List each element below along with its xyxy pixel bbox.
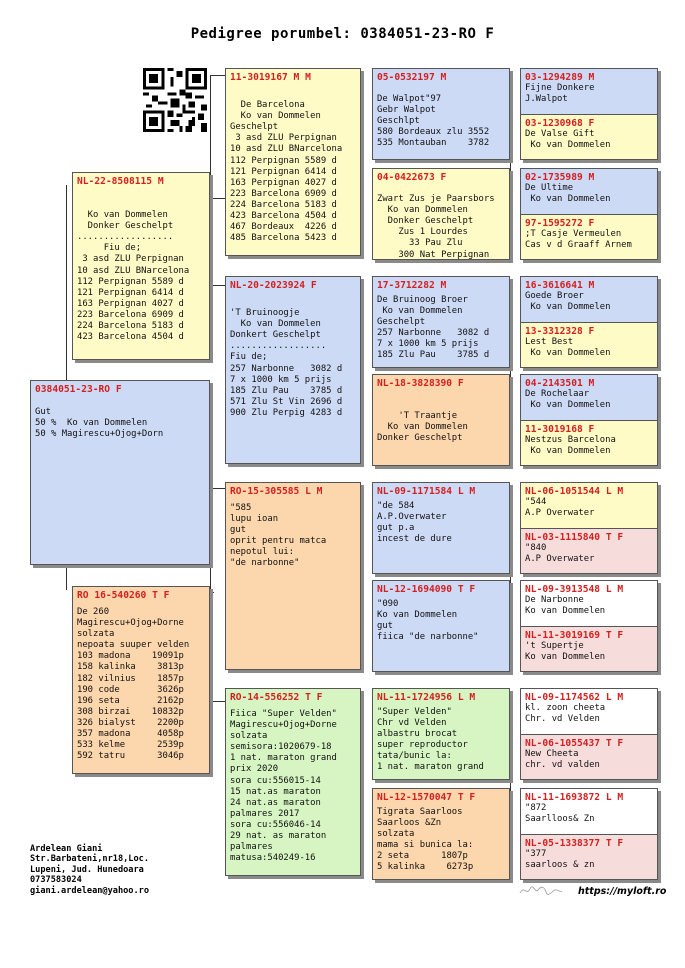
connector xyxy=(210,488,212,701)
pigeon-description: 'T Bruinoogje Ko van Dommelen Donkert Geschelpt .................. Fiu de; 257 Narbonne 3082 d 7 x 1000 km 5 prijs 185 Zlu Pau 3785 d 571 Zlu St Vin 2696 d 900 Zlu Perpig 4283 d xyxy=(230,308,343,418)
pigeon-description: "585 lupu ioan gut oprit pentru matca nepotul lui: "de narbonne" xyxy=(230,503,327,569)
pigeon-description: De Bruinoog Broer Ko van Dommelen Geschelpt 257 Narbonne 3082 d 7 x 1000 km 5 prijs 185 Zlu Pau 3785 d xyxy=(377,295,490,361)
pigeon-card-ssd[interactable] xyxy=(372,168,510,260)
connector xyxy=(510,75,512,181)
pigeon-card-ddss[interactable] xyxy=(521,689,657,734)
pigeon-description: De 260 Magirescu+Ojog+Dorne solzata nepoata suuper velden 103 madona 19091p 158 kalinka 3813p 182 vilnius 1857p 190 code 3626p 196 seta 2162p 308 birzai 10832p 326 bialyst 2200p 357 madona 4058p 533 kelme 2539p 592 tatru 3046p xyxy=(77,607,190,762)
connector xyxy=(510,488,512,588)
pigeon-card-dsds[interactable] xyxy=(521,581,657,626)
ring-number: NL-11-1724956 L M xyxy=(377,692,476,703)
pigeon-description: De Ultime Ko van Dommelen xyxy=(525,183,611,205)
ring-number: RO 16-540260 T F xyxy=(77,590,170,601)
pigeon-description: "090 Ko van Dommelen gut fiica "de narbonne" xyxy=(377,599,479,643)
owner-info xyxy=(30,844,149,896)
pigeon-card-sddd[interactable] xyxy=(521,420,657,466)
ring-number: 97-1595272 F xyxy=(525,218,595,229)
pigeon-pair-card-4[interactable] xyxy=(520,374,658,466)
pigeon-card-ddds[interactable] xyxy=(521,789,657,834)
pigeon-pair-card-8[interactable] xyxy=(520,788,658,880)
connector xyxy=(510,283,512,385)
ring-number: 05-0532197 M xyxy=(377,72,447,83)
ring-number: NL-09-3913548 L M xyxy=(525,584,624,595)
pigeon-card-ssdd[interactable] xyxy=(521,214,657,260)
pigeon-card-ddsd[interactable] xyxy=(521,734,657,780)
pigeon-card-ssss[interactable] xyxy=(521,69,657,114)
ring-number: 0384051-23-RO F xyxy=(35,384,122,395)
pigeon-pair-card-6[interactable] xyxy=(520,580,658,672)
pigeon-description: Lest Best Ko van Dommelen xyxy=(525,337,611,359)
pigeon-description: Fijne Donkere J.Walpot xyxy=(525,83,595,105)
ring-number: NL-18-3828390 F xyxy=(377,378,464,389)
pigeon-description: De Barcelona Ko van Dommelen Geschelpt 3 asd ZLU Perpignan 10 asd ZLU BNarcelona 112 Perpignan 5589 d 121 Perpignan 6414 d 163 Perpignan 4027 d 223 Barcelona 6909 d 224 Barcelona 5183 d 423 Barcelona 4504 d 467 Bordeaux 4226 d 485 Barcelona 5423 d xyxy=(230,100,343,244)
ring-number: NL-09-1174562 L M xyxy=(525,692,624,703)
ring-number: 03-1230968 F xyxy=(525,118,595,129)
pigeon-card-dam-sire[interactable] xyxy=(225,482,361,670)
pigeon-card-dss[interactable] xyxy=(372,482,510,574)
connector xyxy=(210,75,212,198)
pigeon-pair-card-7[interactable] xyxy=(520,688,658,780)
pigeon-card-dam[interactable] xyxy=(72,586,210,774)
pigeon-card-ddd[interactable] xyxy=(372,788,510,880)
pigeon-pair-card-3[interactable] xyxy=(520,276,658,368)
ring-number: NL-22-8508115 M xyxy=(77,176,164,187)
pigeon-description: "de 584 A.P.Overwater gut p.a incest de dure xyxy=(377,501,452,545)
pigeon-card-dsss[interactable] xyxy=(521,483,657,528)
ring-number: NL-11-3019169 T F xyxy=(525,630,624,641)
pigeon-description: "544 A.P Overwater xyxy=(525,497,595,519)
connector xyxy=(66,185,68,380)
pigeon-pair-card-2[interactable] xyxy=(520,168,658,260)
ring-number: 03-1294289 M xyxy=(525,72,595,83)
owner-email[interactable]: giani.ardelean@yahoo.ro xyxy=(30,885,149,896)
pigeon-card-dds[interactable] xyxy=(372,688,510,780)
pigeon-card-sss[interactable] xyxy=(372,68,510,160)
pigeon-description: "840 A.P Overwater xyxy=(525,543,595,565)
pigeon-card-dsdd[interactable] xyxy=(521,626,657,672)
pigeon-pair-card-5[interactable] xyxy=(520,482,658,574)
pigeon-card-sire-dam[interactable] xyxy=(225,276,361,464)
pigeon-card-dssd[interactable] xyxy=(521,528,657,574)
pigeon-card-sire[interactable] xyxy=(72,172,210,360)
connector xyxy=(210,198,212,285)
pigeon-description: Nestzus Barcelona Ko van Dommelen xyxy=(525,435,616,457)
pigeon-description: Goede Broer Ko van Dommelen xyxy=(525,291,611,313)
pigeon-description: 't Supertje Ko van Dommelen xyxy=(525,641,606,663)
pigeon-card-sdss[interactable] xyxy=(521,277,657,322)
owner-name: Ardelean Giani xyxy=(30,844,103,854)
ring-number: 11-3019167 M M xyxy=(230,72,311,83)
connector xyxy=(510,693,512,796)
ring-number: 16-3616641 M xyxy=(525,280,595,291)
pigeon-card-main[interactable] xyxy=(30,380,210,565)
pigeon-description: De Narbonne Ko van Dommelen xyxy=(525,595,606,617)
pigeon-card-sdsd[interactable] xyxy=(521,322,657,368)
pigeon-card-sdd[interactable] xyxy=(372,374,510,466)
pigeon-description: 'T Traantje Ko van Dommelen Donker Geschelpt xyxy=(377,411,468,444)
owner-address-line2: Lupeni, Jud. Hunedoara xyxy=(30,864,144,875)
page-title: Pedigree porumbel: 0384051-23-RO F xyxy=(190,26,495,42)
pigeon-description: kl. zoon cheeta Chr. vd Velden xyxy=(525,703,606,725)
ring-number: 02-1735989 M xyxy=(525,172,595,183)
pigeon-pair-card-1[interactable] xyxy=(520,68,658,160)
ring-number: RO-14-556252 T F xyxy=(230,692,323,703)
pigeon-card-sdds[interactable] xyxy=(521,375,657,420)
connector xyxy=(210,592,214,593)
ring-number: NL-05-1338377 T F xyxy=(525,838,624,849)
ring-number: 17-3712282 M xyxy=(377,280,447,291)
ring-number: 04-2143501 M xyxy=(525,378,595,389)
connector xyxy=(66,565,68,590)
pigeon-description: "872 Saarlloos& Zn xyxy=(525,803,595,825)
pigeon-card-sds[interactable] xyxy=(372,276,510,368)
ring-number: NL-03-1115840 T F xyxy=(525,532,624,543)
ring-number: NL-20-2023924 F xyxy=(230,280,317,291)
pigeon-description: Fiica "Super Velden" Magirescu+Ojog+Dorne solzata semisora:1020679-18 1 nat. maraton grand prix 2020 sora cu:556015-14 15 nat.as maraton 24 nat.as maraton palmares 2017 sora cu:556046-14 29 nat. as maraton palmares matusa:540249-16 xyxy=(230,709,337,864)
ring-number: 13-3312328 F xyxy=(525,326,595,337)
ring-number: 04-0422673 F xyxy=(377,172,447,183)
pigeon-description: New Cheeta chr. vd valden xyxy=(525,749,600,771)
pigeon-card-dddd[interactable] xyxy=(521,834,657,880)
pigeon-card-dam-dam[interactable] xyxy=(225,688,361,876)
pigeon-card-sssd[interactable] xyxy=(521,114,657,160)
ring-number: NL-06-1051544 L M xyxy=(525,486,624,497)
pigeon-card-sire-sire[interactable] xyxy=(225,68,361,256)
pigeon-description: ;T Casje Vermeulen Cas v d Graaff Arnem xyxy=(525,229,632,251)
pigeon-description: Tigrata Saarloos Saarloos &Zn solzata mama si bunica la: 2 seta 1807p 5 kalinka 6273p xyxy=(377,807,474,873)
pigeon-description: "Super Velden" Chr vd Velden albastru brocat super reproductor tata/bunic la: 1 nat. maraton grand xyxy=(377,707,484,773)
pigeon-description: Gut 50 % Ko van Dommelen 50 % Magirescu+Ojog+Dorn xyxy=(35,407,164,440)
pigeon-card-dsd[interactable] xyxy=(372,580,510,672)
ring-number: NL-12-1694090 T F xyxy=(377,584,476,595)
ring-number: NL-11-1693872 L M xyxy=(525,792,624,803)
owner-phone: 0737583024 xyxy=(30,875,82,886)
connector xyxy=(210,198,225,429)
ring-number: NL-09-1171584 L M xyxy=(377,486,476,497)
website-link[interactable]: https://myloft.ro xyxy=(578,886,667,897)
ring-number: 11-3019168 F xyxy=(525,424,595,435)
pigeon-description: De Valse Gift Ko van Dommelen xyxy=(525,129,611,151)
qr-code-icon xyxy=(143,68,207,132)
pigeon-description: De Walpot"97 Gebr Walpot Geschlpt 580 Bordeaux zlu 3552 535 Montauban 3782 xyxy=(377,94,490,149)
pigeon-description: De Rochelaar Ko van Dommelen xyxy=(525,389,611,411)
ring-number: RO-15-305585 L M xyxy=(230,486,323,497)
signature-icon xyxy=(518,882,564,898)
pigeon-description: Zwart Zus je Paarsbors Ko van Dommelen Donker Geschelpt Zus 1 Lourdes 33 Pau Zlu 300 Nat Perpignan xyxy=(377,194,495,260)
pigeon-card-ssds[interactable] xyxy=(521,169,657,214)
ring-number: NL-12-1570047 T F xyxy=(377,792,476,803)
pigeon-description: Ko van Dommelen Donker Geschelpt .................. Fiu de; 3 asd ZLU Perpignan 10 asd ZLU BNarcelona 112 Perpignan 5589 d 121 Perpignan 6414 d 163 Perpignan 4027 d 223 Barcelona 6909 d 224 Barcelona 5183 d 423 Barcelona 4504 d xyxy=(77,210,190,343)
ring-number: NL-06-1055437 T F xyxy=(525,738,624,749)
pigeon-description: "377 saarloos & zn xyxy=(525,849,595,871)
owner-address-line1: Str.Barbateni,nr18,Loc. xyxy=(30,854,149,865)
